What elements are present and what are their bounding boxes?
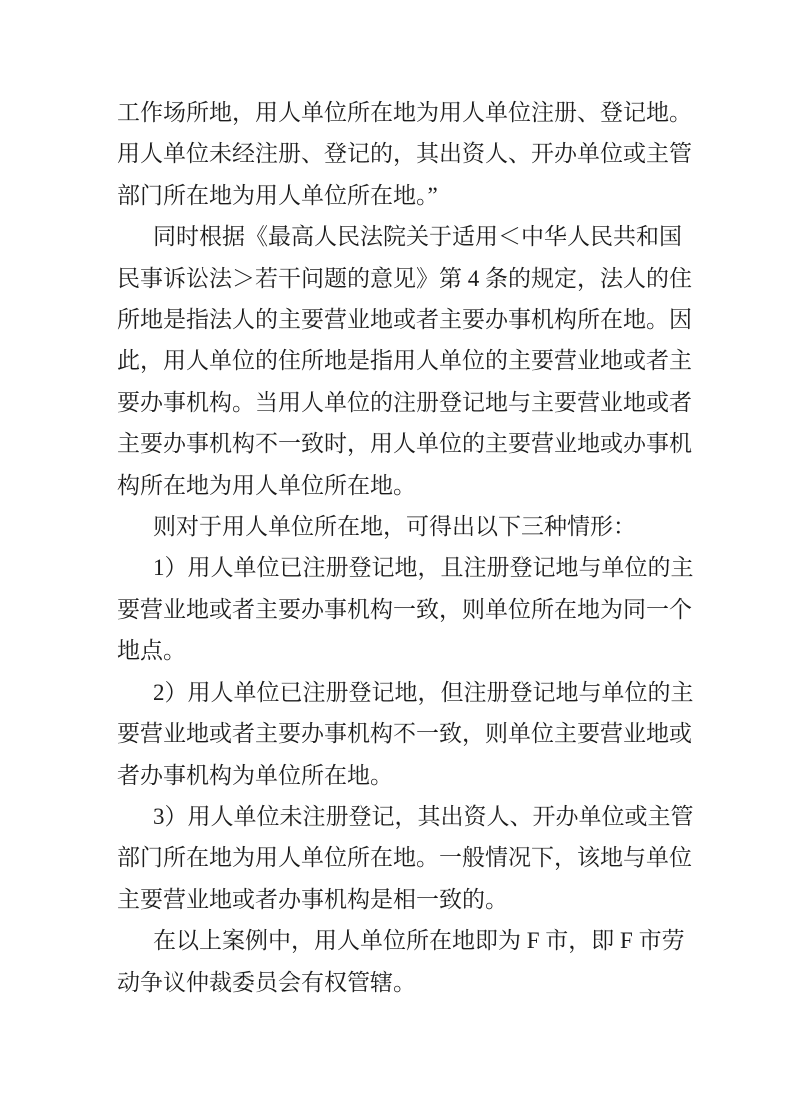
paragraph-6-item-3 (117, 796, 694, 920)
text-line: 主要营业地或者办事机构是相一致的。 (117, 886, 508, 912)
text-line: 要办事机构。当用人单位的注册登记地与主要营业地或者 (117, 389, 692, 415)
text-line: 民事诉讼法＞若干问题的意见》第 4 条的规定，法人的住 (117, 265, 692, 291)
text-line: 部门所在地为用人单位所在地。” (117, 182, 438, 208)
paragraph-7-conclusion (117, 920, 685, 1003)
paragraph-3 (117, 506, 670, 547)
text-block (117, 92, 694, 1003)
text-line: 在以上案例中，用人单位所在地即为 F 市，即 F 市劳 (153, 928, 685, 954)
text-line: 1）用人单位已注册登记地，且注册登记地与单位的主 (153, 555, 694, 581)
text-line: 动争议仲裁委员会有权管辖。 (117, 969, 416, 995)
text-line: 要营业地或者主要办事机构一致，则单位所在地为同一个 (117, 596, 692, 622)
text-line: 2）用人单位已注册登记地，但注册登记地与单位的主 (153, 679, 694, 705)
text-line: 部门所在地为用人单位所在地。一般情况下，该地与单位 (117, 845, 692, 871)
text-line: 同时根据《最高人民法院关于适用＜中华人民共和国 (153, 224, 682, 250)
text-line: 用人单位未经注册、登记的，其出资人、开办单位或主管 (117, 141, 692, 167)
text-line: 主要办事机构不一致时，用人单位的主要营业地或办事机 (117, 431, 692, 457)
text-line: 地点。 (117, 638, 186, 664)
text-line: 所地是指法人的主要营业地或者主要办事机构所在地。因 (117, 307, 692, 333)
paragraph-1 (117, 92, 692, 216)
text-line: 构所在地为用人单位所在地。 (117, 472, 416, 498)
paragraph-4-item-1 (117, 547, 694, 671)
text-line: 工作场所地，用人单位所在地为用人单位注册、登记地。 (117, 100, 692, 125)
paragraph-2 (117, 216, 692, 506)
text-line: 3）用人单位未注册登记，其出资人、开办单位或主管 (153, 803, 694, 829)
text-line: 此，用人单位的住所地是指用人单位的主要营业地或者主 (117, 348, 692, 374)
text-line: 要营业地或者主要办事机构不一致，则单位主要营业地或 (117, 721, 692, 747)
paragraph-5-item-2 (117, 672, 694, 796)
text-line: 则对于用人单位所在地，可得出以下三种情形： (153, 514, 636, 540)
text-line: 者办事机构为单位所在地。 (117, 762, 393, 788)
